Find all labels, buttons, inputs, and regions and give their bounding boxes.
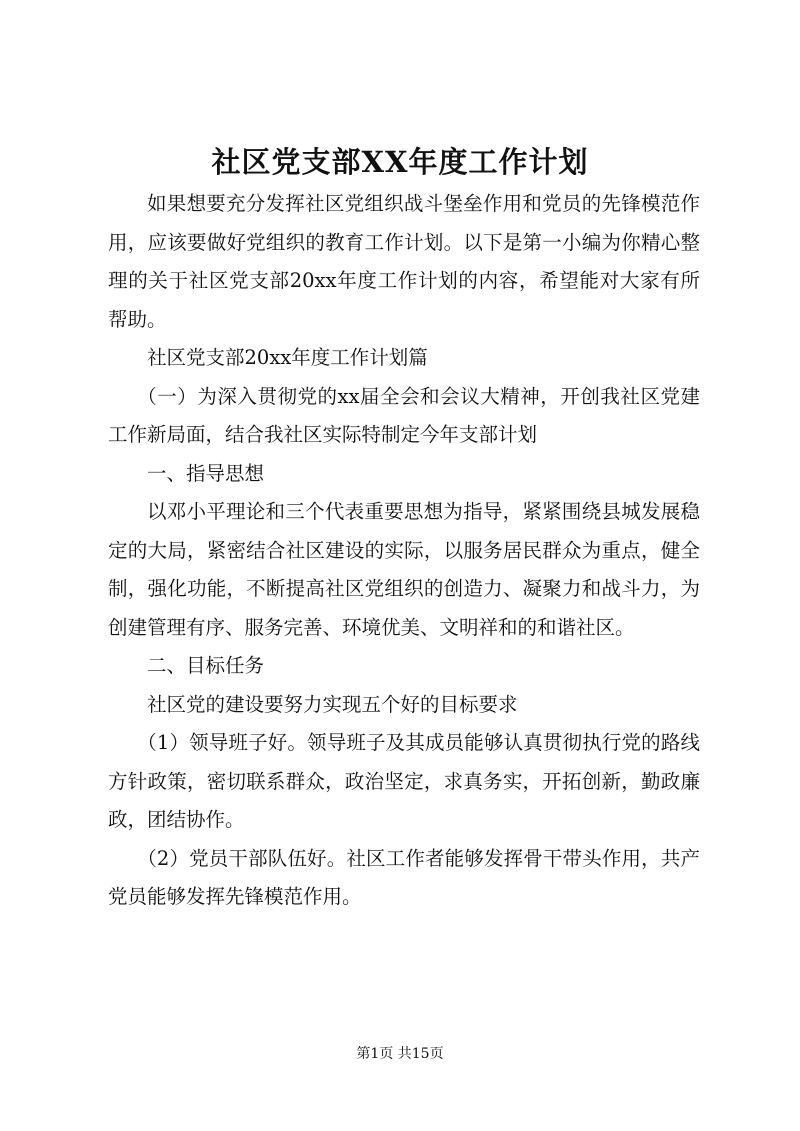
heading-guiding-ideology: 一、指导思想	[147, 461, 265, 485]
plan-heading: 社区党支部20xx年度工作计划篇	[147, 346, 428, 369]
document-body	[108, 185, 700, 917]
page-footer: 第1页 共15页	[356, 1046, 444, 1062]
goal-item-2: （2）党员干部队伍好。社区工作者能够发挥骨干带头作用，共产党员能够发挥先锋模范作用。	[108, 846, 700, 908]
document-title: 社区党支部XX年度工作计划	[211, 145, 589, 179]
guiding-ideology-paragraph: 以邓小平理论和三个代表重要思想为指导，紧紧围绕县城发展稳定的大局，紧密结合社区建设的实际，以服务居民群众为重点，健全制，强化功能，不断提高社区党组织的创造力、凝聚力和战斗力，为创建管理有序、服务完善、环境优美、文明祥和的和谐社区。	[108, 500, 700, 639]
goal-item-1: （1）领导班子好。领导班子及其成员能够认真贯彻执行党的路线方针政策，密切联系群众，政治坚定，求真务实，开拓创新，勤政廉政，团结协作。	[108, 731, 700, 831]
section-one-paragraph: （一）为深入贯彻党的xx届全会和会议大精神，开创我社区党建工作新局面，结合我社区实际特制定今年支部计划	[108, 384, 700, 446]
heading-goals-tasks: 二、目标任务	[147, 654, 265, 677]
goals-intro-paragraph: 社区党的建设要努力实现五个好的目标要求	[147, 692, 518, 716]
intro-paragraph: 如果想要充分发挥社区党组织战斗堡垒作用和党员的先锋模范作用，应该要做好党组织的教育工作计划。以下是第一小编为你精心整理的关于社区党支部20xx年度工作计划的内容，希望能对大家有所帮助。	[108, 192, 700, 331]
